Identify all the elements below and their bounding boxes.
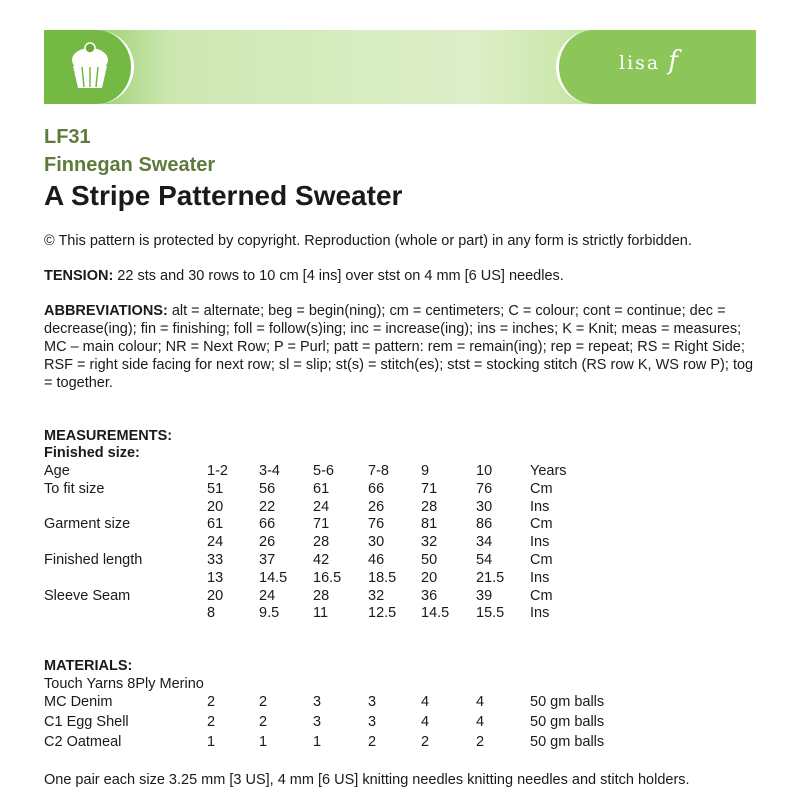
row-unit: Cm — [530, 587, 553, 604]
table-cell: 1-2 — [207, 463, 228, 479]
table-cell: 7-8 — [368, 463, 389, 479]
materials-heading: MATERIALS: — [44, 658, 133, 674]
row-unit: Ins — [530, 498, 550, 515]
table-cell: 30 — [476, 498, 493, 515]
table-cell: 9 — [421, 463, 430, 479]
abbreviations-paragraph — [44, 302, 760, 392]
row-label: Finished length — [44, 552, 143, 568]
table-cell: 24 — [313, 498, 330, 515]
table-cell: 36 — [421, 587, 438, 604]
table-cell: 4 — [476, 714, 485, 730]
table-cell: 3 — [368, 694, 377, 710]
row-label: MC Denim — [44, 694, 113, 710]
table-cell: 54 — [476, 552, 493, 568]
row-label: Sleeve Seam — [44, 587, 131, 604]
table-cell: 81 — [421, 516, 438, 533]
page-title: A Stripe Patterned Sweater — [44, 180, 403, 211]
table-cell: 1 — [207, 734, 216, 750]
table-cell: 61 — [207, 516, 224, 533]
table-cell: 13 — [207, 569, 224, 586]
table-cell: 51 — [207, 480, 224, 497]
table-cell: 15.5 — [476, 605, 505, 622]
table-cell: 2 — [259, 694, 268, 710]
row-unit: Ins — [530, 534, 550, 551]
table-row — [0, 534, 800, 552]
table-cell: 4 — [421, 694, 430, 710]
table-cell: 2 — [421, 734, 430, 750]
table-row — [0, 552, 800, 570]
table-cell: 28 — [421, 498, 438, 515]
brand-name: lisa — [619, 52, 661, 74]
table-cell: 76 — [368, 516, 385, 533]
table-cell: 4 — [421, 714, 430, 730]
table-cell: 20 — [207, 498, 224, 515]
table-cell: 28 — [313, 534, 330, 551]
table-row — [0, 481, 800, 499]
table-cell: 21.5 — [476, 569, 505, 586]
row-unit: 50 gm balls — [530, 694, 605, 710]
needles-note: One pair each size 3.25 mm [3 US], 4 mm [6 US] knitting needles knitting needles and stitch holders. — [44, 772, 690, 788]
table-cell: 12.5 — [368, 605, 397, 622]
pattern-name: Finnegan Sweater — [44, 154, 216, 176]
yarn-name: Touch Yarns 8Ply Merino — [44, 676, 204, 692]
table-cell: 86 — [476, 516, 493, 533]
table-cell: 26 — [259, 534, 276, 551]
banner-brand-panel — [556, 30, 756, 104]
table-cell: 3 — [313, 714, 322, 730]
table-cell: 39 — [476, 587, 493, 604]
table-cell: 4 — [476, 694, 485, 710]
table-cell: 14.5 — [421, 605, 450, 622]
table-cell: 3-4 — [259, 463, 280, 479]
table-cell: 34 — [476, 534, 493, 551]
brand-initial: f — [668, 46, 678, 76]
table-row — [0, 516, 800, 534]
table-row — [0, 499, 800, 517]
row-unit: Ins — [530, 569, 550, 586]
table-cell: 3 — [313, 694, 322, 710]
row-label: C2 Oatmeal — [44, 734, 122, 750]
row-label: To fit size — [44, 480, 105, 497]
table-cell: 32 — [368, 587, 385, 604]
table-cell: 10 — [476, 463, 493, 479]
abbreviations-text: alt = alternate; beg = begin(ning); cm = centimeters; C = colour; cont = continue; dec = decrease(ing); fin = finishing; foll = follow(s)ing; inc = increase(ing); ins = inches; K = Knit; meas = measures; MC – main colour; NR = Next Row; P = Purl; patt = pattern: rem = remain(ing); rep = repeat; RS = Right Side; RSF = right side facing for next row; sl = slip; st(s) = stitch(es); stst = stocking stitch (RS row K, WS row P); tog = together. — [44, 303, 754, 391]
table-cell: 28 — [313, 587, 330, 604]
table-row — [0, 734, 800, 752]
table-cell: 2 — [368, 734, 377, 750]
table-cell: 11 — [313, 605, 329, 622]
row-label: C1 Egg Shell — [44, 714, 129, 730]
table-cell: 8 — [207, 605, 216, 622]
table-cell: 66 — [259, 516, 276, 533]
table-cell: 14.5 — [259, 569, 288, 586]
table-cell: 20 — [421, 569, 438, 586]
table-cell: 2 — [207, 714, 216, 730]
tension-paragraph — [44, 267, 760, 285]
table-cell: 1 — [259, 734, 268, 750]
table-cell: 2 — [207, 694, 216, 710]
row-unit: Cm — [530, 552, 553, 568]
table-row — [0, 588, 800, 606]
finished-size-heading: Finished size: — [44, 445, 140, 461]
tension-label: TENSION: — [44, 268, 114, 284]
table-cell: 24 — [207, 534, 224, 551]
measurements-heading: MEASUREMENTS: — [44, 428, 173, 444]
row-unit: Cm — [530, 516, 553, 533]
table-cell: 71 — [313, 516, 330, 533]
row-unit: Years — [530, 463, 567, 479]
table-row — [0, 463, 800, 481]
table-cell: 30 — [368, 534, 385, 551]
table-cell: 66 — [368, 480, 385, 497]
tension-text: 22 sts and 30 rows to 10 cm [4 ins] over stst on 4 mm [6 US] needles. — [113, 268, 564, 284]
table-cell: 3 — [368, 714, 377, 730]
table-cell: 20 — [207, 587, 224, 604]
table-cell: 24 — [259, 587, 276, 604]
row-unit: Ins — [530, 605, 550, 622]
table-cell: 22 — [259, 498, 276, 515]
table-cell: 33 — [207, 552, 224, 568]
table-cell: 5-6 — [313, 463, 334, 479]
row-label: Garment size — [44, 516, 131, 533]
table-cell: 50 — [421, 552, 438, 568]
table-cell: 2 — [259, 714, 268, 730]
row-unit: 50 gm balls — [530, 734, 605, 750]
abbreviations-label: ABBREVIATIONS: — [44, 303, 168, 319]
table-cell: 16.5 — [313, 569, 342, 586]
table-cell: 37 — [259, 552, 276, 568]
table-cell: 76 — [476, 480, 493, 497]
table-row — [0, 605, 800, 623]
table-cell: 1 — [313, 734, 322, 750]
brand-logo — [619, 46, 678, 76]
row-unit: 50 gm balls — [530, 714, 605, 730]
table-cell: 2 — [476, 734, 485, 750]
table-cell: 46 — [368, 552, 385, 568]
cupcake-icon — [64, 40, 116, 96]
copyright-notice: © This pattern is protected by copyright. Reproduction (whole or part) in any form is strictly forbidden. — [44, 233, 692, 249]
table-cell: 71 — [421, 480, 438, 497]
pattern-code: LF31 — [44, 126, 91, 148]
table-cell: 32 — [421, 534, 438, 551]
banner-logo-panel — [44, 30, 134, 104]
table-cell: 61 — [313, 480, 330, 497]
row-label: Age — [44, 463, 70, 479]
table-cell: 9.5 — [259, 605, 280, 622]
table-cell: 26 — [368, 498, 385, 515]
header-banner — [44, 30, 756, 104]
table-row — [0, 694, 800, 712]
table-row — [0, 714, 800, 732]
row-unit: Cm — [530, 480, 553, 497]
table-cell: 18.5 — [368, 569, 397, 586]
table-row — [0, 570, 800, 588]
table-cell: 42 — [313, 552, 330, 568]
table-cell: 56 — [259, 480, 276, 497]
